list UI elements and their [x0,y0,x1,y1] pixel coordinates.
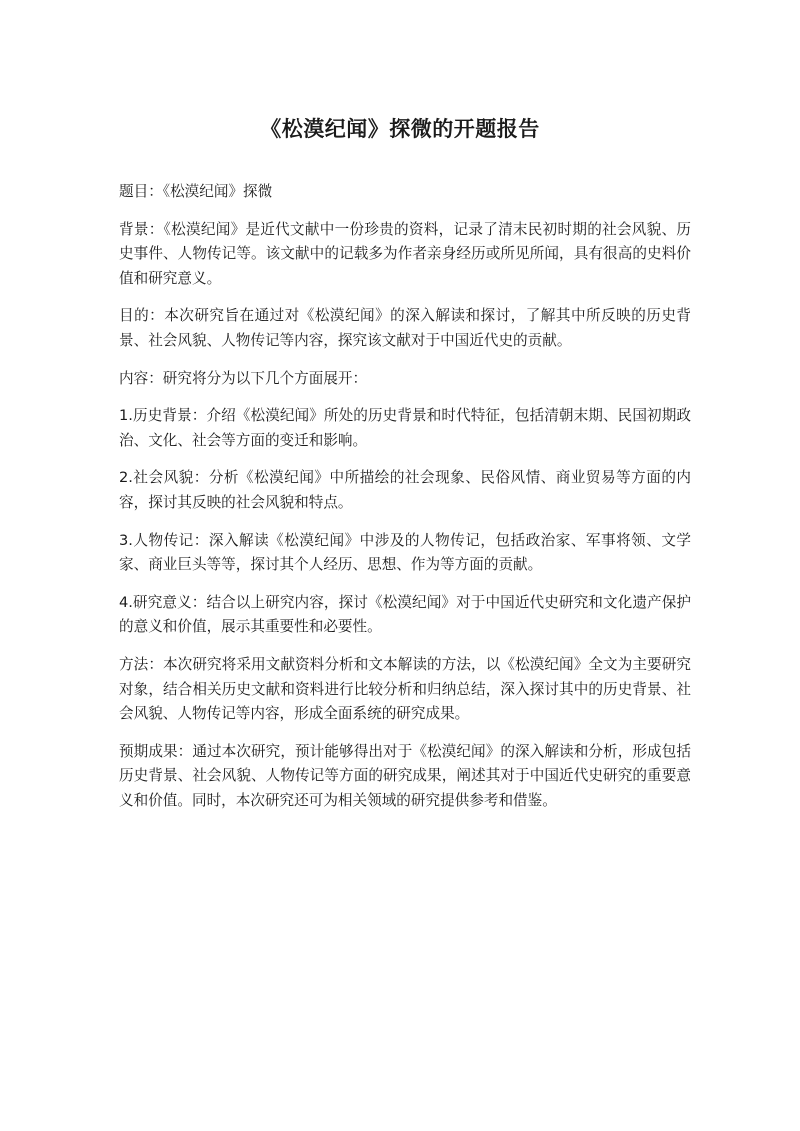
document-title: 《松漠纪闻》探微的开题报告 [260,117,540,141]
paragraph-item-significance: 4.研究意义：结合以上研究内容，探讨《松漠纪闻》对于中国近代史研究和文化遗产保护的意义和价值，展示其重要性和必要性。 [119,593,691,636]
paragraph-topic: 题目：《松漠纪闻》探微 [119,183,273,200]
paragraph-background: 背景：《松漠纪闻》是近代文献中一份珍贵的资料，记录了清末民初时期的社会风貌、历史事件、人物传记等。该文献中的记载多为作者亲身经历或所见所闻，具有很高的史料价值和研究意义。 [119,220,691,287]
paragraph-expected-results: 预期成果：通过本次研究，预计能够得出对于《松漠纪闻》的深入解读和分析，形成包括历史背景、社会风貌、人物传记等方面的研究成果，阐述其对于中国近代史研究的重要意义和价值。同时，本次研究还可为相关领域的研究提供参考和借鉴。 [119,742,691,809]
document-body [119,180,691,826]
paragraph-item-biography: 3.人物传记：深入解读《松漠纪闻》中涉及的人物传记，包括政治家、军事将领、文学家、商业巨头等等，探讨其个人经历、思想、作为等方面的贡献。 [119,531,691,574]
paragraph-method: 方法：本次研究将采用文献资料分析和文本解读的方法，以《松漠纪闻》全文为主要研究对象，结合相关历史文献和资料进行比较分析和归纳总结，深入探讨其中的历史背景、社会风貌、人物传记等内容，形成全面系统的研究成果。 [119,655,691,723]
paragraph-item-society: 2.社会风貌：分析《松漠纪闻》中所描绘的社会现象、民俗风情、商业贸易等方面的内容，探讨其反映的社会风貌和特点。 [119,469,691,511]
paragraph-content-intro: 内容：研究将分为以下几个方面展开： [119,369,368,387]
paragraph-purpose: 目的：本次研究旨在通过对《松漠纪闻》的深入解读和探讨，了解其中所反映的历史背景、社会风貌、人物传记等内容，探究该文献对于中国近代史的贡献。 [119,307,691,349]
paragraph-item-history: 1.历史背景：介绍《松漠纪闻》所处的历史背景和时代特征，包括清朝末期、民国初期政治、文化、社会等方面的变迁和影响。 [119,407,691,449]
